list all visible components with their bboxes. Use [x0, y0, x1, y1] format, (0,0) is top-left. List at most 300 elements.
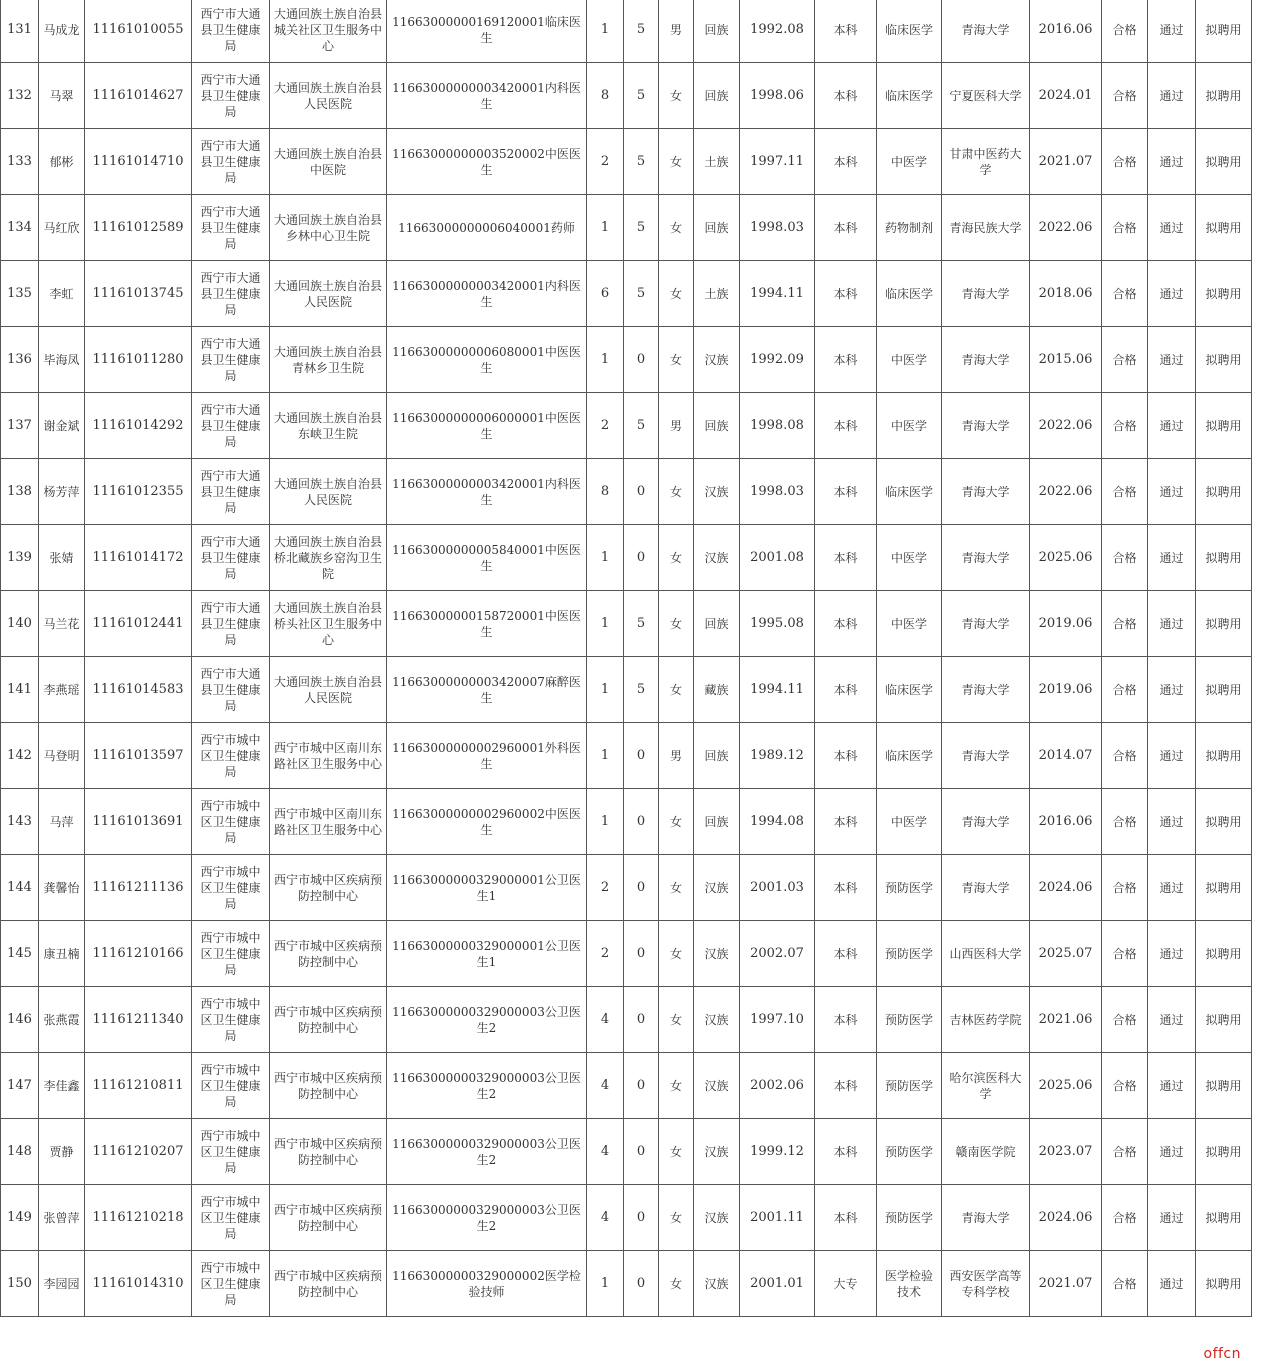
cell-result: 拟聘用: [1196, 921, 1252, 987]
table-row: [1, 1185, 1252, 1251]
cell-name: 张燕霞: [39, 987, 85, 1053]
cell-major: 预防医学: [877, 921, 942, 987]
cell-grad: 2024.01: [1030, 63, 1102, 129]
cell-school: 青海大学: [942, 855, 1030, 921]
cell-exam: 合格: [1102, 129, 1148, 195]
cell-edu: 本科: [815, 723, 877, 789]
cell-result: 拟聘用: [1196, 789, 1252, 855]
cell-ethnic: 回族: [694, 393, 740, 459]
cell-edu: 本科: [815, 459, 877, 525]
cell-name: 毕海凤: [39, 327, 85, 393]
cell-grad: 2024.06: [1030, 1185, 1102, 1251]
cell-check: 通过: [1148, 261, 1196, 327]
cell-check: 通过: [1148, 1185, 1196, 1251]
cell-unit: 西宁市城中区疾病预防控制中心: [270, 921, 387, 987]
cell-ethnic: 汉族: [694, 525, 740, 591]
cell-no: 140: [1, 591, 39, 657]
cell-major: 临床医学: [877, 0, 942, 63]
cell-sex: 男: [659, 393, 694, 459]
cell-ethnic: 汉族: [694, 921, 740, 987]
cell-post: 11663000000006080001中医医生: [387, 327, 587, 393]
cell-ethnic: 汉族: [694, 1185, 740, 1251]
cell-edu: 本科: [815, 1119, 877, 1185]
cell-birth: 2001.11: [740, 1185, 815, 1251]
cell-edu: 本科: [815, 921, 877, 987]
cell-ethnic: 回族: [694, 591, 740, 657]
cell-ticket: 11161014310: [85, 1251, 192, 1317]
cell-edu: 大专: [815, 1251, 877, 1317]
cell-exam: 合格: [1102, 855, 1148, 921]
cell-post: 11663000000158720001中医医生: [387, 591, 587, 657]
cell-check: 通过: [1148, 393, 1196, 459]
cell-rank: 8: [587, 459, 624, 525]
cell-exam: 合格: [1102, 327, 1148, 393]
cell-rank: 6: [587, 261, 624, 327]
cell-rank: 4: [587, 1185, 624, 1251]
cell-name: 杨芳萍: [39, 459, 85, 525]
cell-no: 149: [1, 1185, 39, 1251]
cell-dept: 西宁市大通县卫生健康局: [192, 657, 270, 723]
cell-edu: 本科: [815, 0, 877, 63]
cell-result: 拟聘用: [1196, 1251, 1252, 1317]
cell-ticket: 11161013691: [85, 789, 192, 855]
cell-school: 青海大学: [942, 525, 1030, 591]
cell-ethnic: 回族: [694, 63, 740, 129]
cell-no: 146: [1, 987, 39, 1053]
cell-sex: 女: [659, 987, 694, 1053]
cell-school: 青海大学: [942, 393, 1030, 459]
cell-major: 中医学: [877, 393, 942, 459]
cell-result: 拟聘用: [1196, 63, 1252, 129]
cell-check: 通过: [1148, 855, 1196, 921]
cell-name: 张婧: [39, 525, 85, 591]
table-row: [1, 1119, 1252, 1185]
cell-post: 11663000000005840001中医医生: [387, 525, 587, 591]
cell-birth: 2001.01: [740, 1251, 815, 1317]
cell-rank: 2: [587, 129, 624, 195]
cell-check: 通过: [1148, 987, 1196, 1053]
cell-school: 青海大学: [942, 459, 1030, 525]
cell-ethnic: 土族: [694, 129, 740, 195]
cell-name: 马兰花: [39, 591, 85, 657]
cell-extra: 0: [624, 855, 659, 921]
cell-ticket: 11161014710: [85, 129, 192, 195]
cell-dept: 西宁市城中区卫生健康局: [192, 921, 270, 987]
cell-rank: 4: [587, 1053, 624, 1119]
cell-major: 中医学: [877, 789, 942, 855]
cell-unit: 大通回族土族自治县人民医院: [270, 63, 387, 129]
cell-major: 医学检验技术: [877, 1251, 942, 1317]
cell-ticket: 11161210207: [85, 1119, 192, 1185]
cell-post: 11663000000329000001公卫医生1: [387, 855, 587, 921]
cell-result: 拟聘用: [1196, 723, 1252, 789]
cell-edu: 本科: [815, 327, 877, 393]
cell-grad: 2022.06: [1030, 393, 1102, 459]
cell-edu: 本科: [815, 591, 877, 657]
cell-no: 144: [1, 855, 39, 921]
cell-post: 11663000000003420007麻醉医生: [387, 657, 587, 723]
cell-school: 山西医科大学: [942, 921, 1030, 987]
cell-result: 拟聘用: [1196, 855, 1252, 921]
cell-edu: 本科: [815, 525, 877, 591]
cell-sex: 女: [659, 129, 694, 195]
cell-no: 134: [1, 195, 39, 261]
cell-unit: 大通回族土族自治县人民医院: [270, 657, 387, 723]
cell-post: 11663000000329000002医学检验技师: [387, 1251, 587, 1317]
cell-extra: 0: [624, 459, 659, 525]
cell-sex: 女: [659, 921, 694, 987]
cell-edu: 本科: [815, 855, 877, 921]
table-row: [1, 261, 1252, 327]
cell-major: 临床医学: [877, 723, 942, 789]
cell-edu: 本科: [815, 261, 877, 327]
cell-no: 141: [1, 657, 39, 723]
cell-grad: 2024.06: [1030, 855, 1102, 921]
cell-birth: 2001.08: [740, 525, 815, 591]
cell-rank: 1: [587, 327, 624, 393]
cell-exam: 合格: [1102, 1053, 1148, 1119]
table-row: [1, 129, 1252, 195]
cell-check: 通过: [1148, 63, 1196, 129]
cell-post: 11663000000169120001临床医生: [387, 0, 587, 63]
cell-name: 谢金斌: [39, 393, 85, 459]
cell-dept: 西宁市大通县卫生健康局: [192, 525, 270, 591]
cell-result: 拟聘用: [1196, 261, 1252, 327]
cell-unit: 大通回族土族自治县桥北藏族乡窑沟卫生院: [270, 525, 387, 591]
table-row: [1, 591, 1252, 657]
cell-birth: 2002.07: [740, 921, 815, 987]
cell-sex: 女: [659, 1053, 694, 1119]
cell-exam: 合格: [1102, 63, 1148, 129]
cell-dept: 西宁市城中区卫生健康局: [192, 723, 270, 789]
cell-school: 青海民族大学: [942, 195, 1030, 261]
cell-extra: 0: [624, 987, 659, 1053]
cell-grad: 2021.07: [1030, 129, 1102, 195]
cell-birth: 1999.12: [740, 1119, 815, 1185]
cell-extra: 5: [624, 393, 659, 459]
cell-extra: 5: [624, 195, 659, 261]
cell-unit: 西宁市城中区疾病预防控制中心: [270, 1185, 387, 1251]
cell-unit: 大通回族土族自治县城关社区卫生服务中心: [270, 0, 387, 63]
cell-extra: 5: [624, 657, 659, 723]
cell-dept: 西宁市大通县卫生健康局: [192, 261, 270, 327]
cell-check: 通过: [1148, 921, 1196, 987]
cell-ticket: 11161014583: [85, 657, 192, 723]
cell-ticket: 11161210218: [85, 1185, 192, 1251]
cell-result: 拟聘用: [1196, 459, 1252, 525]
cell-ethnic: 藏族: [694, 657, 740, 723]
cell-ticket: 11161011280: [85, 327, 192, 393]
cell-extra: 0: [624, 1053, 659, 1119]
cell-dept: 西宁市城中区卫生健康局: [192, 1119, 270, 1185]
cell-no: 148: [1, 1119, 39, 1185]
cell-unit: 大通回族土族自治县中医院: [270, 129, 387, 195]
cell-school: 甘肃中医药大学: [942, 129, 1030, 195]
cell-no: 139: [1, 525, 39, 591]
cell-sex: 女: [659, 789, 694, 855]
cell-grad: 2025.07: [1030, 921, 1102, 987]
cell-edu: 本科: [815, 129, 877, 195]
cell-rank: 4: [587, 1119, 624, 1185]
cell-major: 预防医学: [877, 1053, 942, 1119]
cell-exam: 合格: [1102, 921, 1148, 987]
cell-ticket: 11161010055: [85, 0, 192, 63]
cell-grad: 2022.06: [1030, 459, 1102, 525]
cell-unit: 西宁市城中区疾病预防控制中心: [270, 987, 387, 1053]
cell-dept: 西宁市城中区卫生健康局: [192, 1185, 270, 1251]
cell-sex: 女: [659, 591, 694, 657]
cell-exam: 合格: [1102, 195, 1148, 261]
table-row: [1, 723, 1252, 789]
cell-rank: 1: [587, 591, 624, 657]
cell-grad: 2025.06: [1030, 1053, 1102, 1119]
cell-result: 拟聘用: [1196, 525, 1252, 591]
cell-check: 通过: [1148, 657, 1196, 723]
cell-edu: 本科: [815, 63, 877, 129]
cell-unit: 大通回族土族自治县东峡卫生院: [270, 393, 387, 459]
cell-major: 临床医学: [877, 63, 942, 129]
cell-sex: 女: [659, 327, 694, 393]
cell-birth: 1998.03: [740, 459, 815, 525]
cell-sex: 女: [659, 657, 694, 723]
cell-exam: 合格: [1102, 261, 1148, 327]
cell-school: 青海大学: [942, 1185, 1030, 1251]
cell-rank: 1: [587, 657, 624, 723]
cell-unit: 大通回族土族自治县青林乡卫生院: [270, 327, 387, 393]
table-row: [1, 921, 1252, 987]
cell-extra: 0: [624, 327, 659, 393]
cell-edu: 本科: [815, 657, 877, 723]
cell-dept: 西宁市城中区卫生健康局: [192, 1053, 270, 1119]
cell-no: 133: [1, 129, 39, 195]
cell-edu: 本科: [815, 195, 877, 261]
cell-grad: 2014.07: [1030, 723, 1102, 789]
cell-rank: 1: [587, 723, 624, 789]
cell-sex: 女: [659, 1185, 694, 1251]
cell-post: 11663000000329000003公卫医生2: [387, 987, 587, 1053]
cell-no: 137: [1, 393, 39, 459]
cell-ticket: 11161013745: [85, 261, 192, 327]
cell-check: 通过: [1148, 129, 1196, 195]
cell-grad: 2021.07: [1030, 1251, 1102, 1317]
cell-rank: 1: [587, 789, 624, 855]
cell-grad: 2025.06: [1030, 525, 1102, 591]
cell-unit: 西宁市城中区南川东路社区卫生服务中心: [270, 723, 387, 789]
cell-no: 143: [1, 789, 39, 855]
cell-check: 通过: [1148, 195, 1196, 261]
table-row: [1, 63, 1252, 129]
cell-no: 135: [1, 261, 39, 327]
cell-exam: 合格: [1102, 1119, 1148, 1185]
cell-grad: 2016.06: [1030, 0, 1102, 63]
cell-result: 拟聘用: [1196, 195, 1252, 261]
cell-dept: 西宁市大通县卫生健康局: [192, 327, 270, 393]
cell-name: 李燕瑶: [39, 657, 85, 723]
cell-ticket: 11161013597: [85, 723, 192, 789]
cell-ethnic: 汉族: [694, 987, 740, 1053]
cell-ethnic: 汉族: [694, 1053, 740, 1119]
cell-ethnic: 汉族: [694, 855, 740, 921]
cell-rank: 2: [587, 855, 624, 921]
cell-result: 拟聘用: [1196, 393, 1252, 459]
table-row: [1, 855, 1252, 921]
cell-check: 通过: [1148, 327, 1196, 393]
cell-grad: 2023.07: [1030, 1119, 1102, 1185]
cell-sex: 女: [659, 855, 694, 921]
cell-unit: 西宁市城中区疾病预防控制中心: [270, 1053, 387, 1119]
cell-birth: 1992.09: [740, 327, 815, 393]
cell-extra: 5: [624, 261, 659, 327]
cell-dept: 西宁市大通县卫生健康局: [192, 393, 270, 459]
table-row: [1, 1251, 1252, 1317]
cell-no: 142: [1, 723, 39, 789]
cell-grad: 2019.06: [1030, 657, 1102, 723]
cell-sex: 女: [659, 261, 694, 327]
table-body: [1, 0, 1252, 1317]
cell-extra: 0: [624, 789, 659, 855]
cell-birth: 1997.11: [740, 129, 815, 195]
cell-unit: 西宁市城中区疾病预防控制中心: [270, 1119, 387, 1185]
cell-major: 中医学: [877, 591, 942, 657]
table-row: [1, 393, 1252, 459]
cell-birth: 1997.10: [740, 987, 815, 1053]
cell-result: 拟聘用: [1196, 591, 1252, 657]
cell-no: 150: [1, 1251, 39, 1317]
cell-no: 136: [1, 327, 39, 393]
cell-major: 预防医学: [877, 1119, 942, 1185]
cell-school: 青海大学: [942, 657, 1030, 723]
cell-dept: 西宁市城中区卫生健康局: [192, 1251, 270, 1317]
cell-ethnic: 汉族: [694, 459, 740, 525]
cell-post: 11663000000003420001内科医生: [387, 459, 587, 525]
cell-ethnic: 汉族: [694, 327, 740, 393]
cell-rank: 2: [587, 921, 624, 987]
cell-name: 康丑楠: [39, 921, 85, 987]
cell-result: 拟聘用: [1196, 0, 1252, 63]
cell-post: 11663000000006040001药师: [387, 195, 587, 261]
cell-check: 通过: [1148, 1119, 1196, 1185]
cell-dept: 西宁市大通县卫生健康局: [192, 459, 270, 525]
cell-sex: 女: [659, 459, 694, 525]
cell-extra: 0: [624, 921, 659, 987]
cell-ethnic: 回族: [694, 195, 740, 261]
cell-name: 张曾萍: [39, 1185, 85, 1251]
cell-check: 通过: [1148, 0, 1196, 63]
cell-dept: 西宁市大通县卫生健康局: [192, 129, 270, 195]
cell-no: 147: [1, 1053, 39, 1119]
cell-ticket: 11161211340: [85, 987, 192, 1053]
cell-name: 李虹: [39, 261, 85, 327]
cell-ticket: 11161012441: [85, 591, 192, 657]
cell-major: 中医学: [877, 525, 942, 591]
table-row: [1, 987, 1252, 1053]
cell-birth: 1994.11: [740, 261, 815, 327]
cell-school: 青海大学: [942, 327, 1030, 393]
cell-ticket: 11161210811: [85, 1053, 192, 1119]
cell-exam: 合格: [1102, 591, 1148, 657]
cell-school: 青海大学: [942, 591, 1030, 657]
cell-grad: 2015.06: [1030, 327, 1102, 393]
cell-check: 通过: [1148, 459, 1196, 525]
cell-check: 通过: [1148, 723, 1196, 789]
cell-grad: 2019.06: [1030, 591, 1102, 657]
cell-result: 拟聘用: [1196, 327, 1252, 393]
cell-name: 马登明: [39, 723, 85, 789]
cell-exam: 合格: [1102, 657, 1148, 723]
cell-birth: 2001.03: [740, 855, 815, 921]
cell-post: 11663000000006000001中医医生: [387, 393, 587, 459]
cell-rank: 1: [587, 1251, 624, 1317]
cell-no: 131: [1, 0, 39, 63]
cell-exam: 合格: [1102, 723, 1148, 789]
cell-school: 青海大学: [942, 261, 1030, 327]
cell-sex: 女: [659, 1251, 694, 1317]
cell-unit: 大通回族土族自治县乡林中心卫生院: [270, 195, 387, 261]
cell-name: 郁彬: [39, 129, 85, 195]
cell-exam: 合格: [1102, 1185, 1148, 1251]
cell-rank: 1: [587, 525, 624, 591]
cell-grad: 2022.06: [1030, 195, 1102, 261]
cell-sex: 女: [659, 525, 694, 591]
cell-unit: 西宁市城中区南川东路社区卫生服务中心: [270, 789, 387, 855]
cell-dept: 西宁市大通县卫生健康局: [192, 0, 270, 63]
cell-sex: 女: [659, 195, 694, 261]
table-row: [1, 327, 1252, 393]
cell-exam: 合格: [1102, 0, 1148, 63]
cell-major: 临床医学: [877, 261, 942, 327]
cell-rank: 1: [587, 195, 624, 261]
table-row: [1, 1053, 1252, 1119]
cell-edu: 本科: [815, 1185, 877, 1251]
cell-ethnic: 汉族: [694, 1251, 740, 1317]
cell-post: 11663000000003420001内科医生: [387, 261, 587, 327]
cell-result: 拟聘用: [1196, 1119, 1252, 1185]
cell-dept: 西宁市大通县卫生健康局: [192, 591, 270, 657]
cell-major: 中医学: [877, 129, 942, 195]
cell-unit: 大通回族土族自治县桥头社区卫生服务中心: [270, 591, 387, 657]
cell-birth: 2002.06: [740, 1053, 815, 1119]
cell-post: 11663000000329000003公卫医生2: [387, 1185, 587, 1251]
cell-name: 贾静: [39, 1119, 85, 1185]
cell-post: 11663000000329000003公卫医生2: [387, 1053, 587, 1119]
cell-school: 哈尔滨医科大学: [942, 1053, 1030, 1119]
table-row: [1, 525, 1252, 591]
cell-result: 拟聘用: [1196, 657, 1252, 723]
cell-birth: 1992.08: [740, 0, 815, 63]
cell-major: 药物制剂: [877, 195, 942, 261]
cell-dept: 西宁市城中区卫生健康局: [192, 789, 270, 855]
cell-major: 中医学: [877, 327, 942, 393]
cell-sex: 女: [659, 63, 694, 129]
cell-post: 11663000000003520002中医医生: [387, 129, 587, 195]
cell-check: 通过: [1148, 525, 1196, 591]
cell-post: 11663000000002960001外科医生: [387, 723, 587, 789]
cell-no: 138: [1, 459, 39, 525]
cell-name: 龚馨怡: [39, 855, 85, 921]
cell-edu: 本科: [815, 987, 877, 1053]
cell-ethnic: 汉族: [694, 1119, 740, 1185]
table-row: [1, 459, 1252, 525]
cell-school: 宁夏医科大学: [942, 63, 1030, 129]
cell-edu: 本科: [815, 789, 877, 855]
cell-birth: 1994.08: [740, 789, 815, 855]
cell-name: 李佳鑫: [39, 1053, 85, 1119]
cell-ticket: 11161014292: [85, 393, 192, 459]
cell-name: 马翠: [39, 63, 85, 129]
cell-major: 预防医学: [877, 987, 942, 1053]
cell-grad: 2021.06: [1030, 987, 1102, 1053]
cell-ticket: 11161012355: [85, 459, 192, 525]
